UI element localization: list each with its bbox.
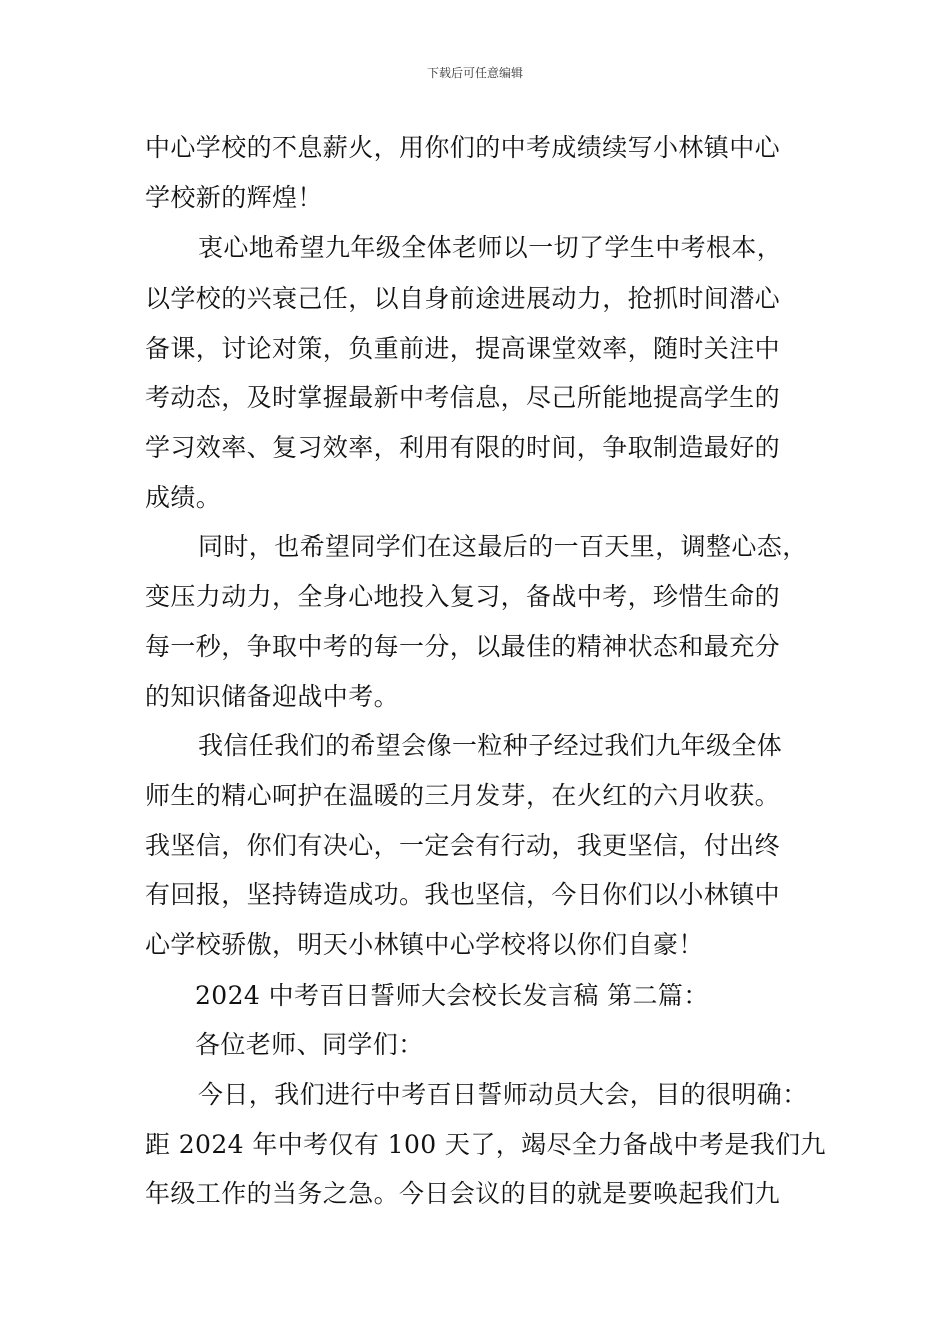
paragraph-line: 我信任我们的希望会像一粒种子经过我们九年级全体: [198, 731, 783, 760]
paragraph-line: 师生的精心呵护在温暖的三月发芽，在火红的六月收获。: [145, 781, 781, 810]
paragraph-line: 距 2024 年中考仅有 100 天了，竭尽全力备战中考是我们九: [145, 1130, 826, 1159]
paragraph-line: 学习效率、复习效率，利用有限的时间，争取制造最好的: [145, 433, 781, 462]
paragraph-line: 我坚信，你们有决心，一定会有行动，我更坚信，付出终: [145, 831, 781, 860]
paragraph-line: 每一秒，争取中考的每一分，以最佳的精神状态和最充分: [145, 632, 781, 661]
paragraph-line: 衷心地希望九年级全体老师以一切了学生中考根本，: [198, 233, 783, 262]
paragraph-line: 心学校骄傲，明天小林镇中心学校将以你们自豪！: [145, 930, 704, 959]
paragraph-line: 成绩。: [145, 483, 222, 512]
section-heading: 2024 中考百日誓师大会校长发言稿 第二篇：: [195, 981, 709, 1010]
paragraph-line: 变压力动力，全身心地投入复习，备战中考，珍惜生命的: [145, 582, 781, 611]
paragraph-line: 今日，我们进行中考百日誓师动员大会，目的很明确：: [198, 1080, 808, 1109]
paragraph-line: 中心学校的不息薪火，用你们的中考成绩续写小林镇中心: [145, 133, 781, 162]
page-header: 下载后可任意编辑: [426, 66, 523, 80]
paragraph-line: 备课，讨论对策，负重前进，提高课堂效率，随时关注中: [145, 334, 781, 363]
paragraph-line: 学校新的辉煌！: [145, 183, 323, 212]
paragraph-line: 的知识储备迎战中考。: [145, 682, 400, 711]
paragraph-line: 有回报，坚持铸造成功。我也坚信，今日你们以小林镇中: [145, 880, 781, 909]
paragraph-line: 年级工作的当务之急。今日会议的目的就是要唤起我们九: [145, 1179, 781, 1208]
salutation: 各位老师、同学们：: [195, 1030, 424, 1059]
paragraph-line: 以学校的兴衰己任，以自身前途进展动力，抢抓时间潜心: [145, 284, 781, 313]
paragraph-line: 同时，也希望同学们在这最后的一百天里，调整心态，: [198, 532, 808, 561]
paragraph-line: 考动态，及时掌握最新中考信息，尽己所能地提高学生的: [145, 383, 781, 412]
